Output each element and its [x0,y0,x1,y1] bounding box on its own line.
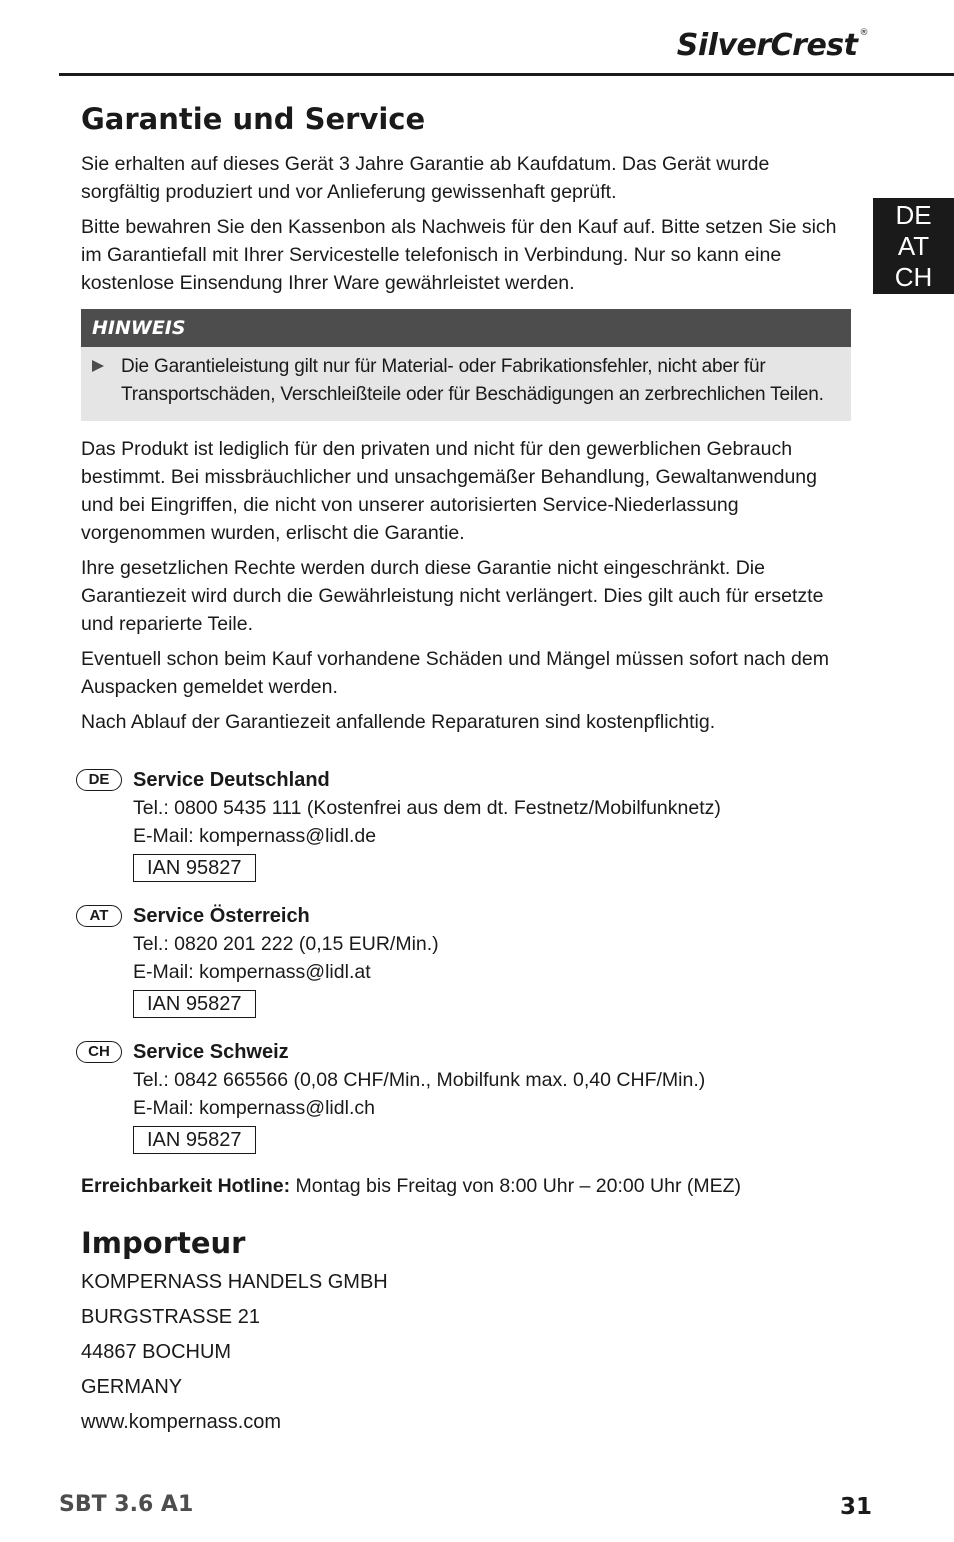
brand-logo [677,28,868,63]
paragraph: Das Produkt ist lediglich für den privaten und nicht für den gewerblichen Gebrauch bestimmt. Bei missbräuchlicher und unsachgemäßer Behandlung, Gewaltanwendung und bei Eingriffen, die nicht von unserer autorisierten Service-Niederlassung vorgenommen wurden, erlischt die Garantie. [81,438,817,544]
arrow-right-icon [92,360,104,372]
importeur-line: BURGSTRASSE 21 [81,1306,260,1328]
page-number: 31 [840,1494,873,1520]
hinweis-text: Die Garantieleistung gilt nur für Material- oder Fabrikationsfehler, nicht aber für Transportschäden, Verschleißteile oder für Beschädigungen an zerbrechlichen Teilen. [121,356,824,405]
service-title: Service Schweiz [133,1041,289,1063]
ian-box: IAN 95827 [133,854,256,882]
importeur-line: GERMANY [81,1376,183,1398]
service-email: E-Mail: kompernass@lidl.de [133,825,377,847]
country-badge: CH [76,1041,122,1063]
hinweis-heading: HINWEIS [81,309,851,347]
country-badge: AT [76,905,122,927]
footer-model: SBT 3.6 A1 [59,1492,194,1517]
importeur-website-link[interactable]: www.kompernass.com [81,1411,282,1433]
paragraph: Bitte bewahren Sie den Kassenbon als Nachweis für den Kauf auf. Bitte setzen Sie sich im Garantiefall mit Ihrer Servicestelle telefonisch in Verbindung. Nur so kann eine kostenlose Einsendung Ihrer Ware gewährleistet werden. [81,216,837,294]
service-tel: Tel.: 0820 201 222 (0,15 EUR/Min.) [133,933,439,955]
paragraph: Sie erhalten auf dieses Gerät 3 Jahre Garantie ab Kaufdatum. Das Gerät wurde sorgfältig produziert und vor Anlieferung gewissenhaft geprüft. [81,153,770,203]
country-badge: DE [76,769,122,791]
section-title-importeur: Importeur [81,1226,246,1260]
brand-name: SilverCrest [676,28,858,63]
service-tel: Tel.: 0800 5435 111 (Kostenfrei aus dem dt. Festnetz/Mobilfunknetz) [133,797,721,819]
service-email: E-Mail: kompernass@lidl.ch [133,1097,375,1119]
lang-de: DE [895,200,932,230]
service-email: E-Mail: kompernass@lidl.at [133,961,371,983]
hinweis-body [81,347,851,421]
hotline-text: Montag bis Freitag von 8:00 Uhr – 20:00 Uhr (MEZ) [290,1175,742,1197]
hotline-info [81,1172,851,1200]
service-block-de [81,766,851,882]
section-title-garantie: Garantie und Service [81,102,426,136]
service-block-ch [81,1038,851,1154]
service-block-at [81,902,851,1018]
service-tel: Tel.: 0842 665566 (0,08 CHF/Min., Mobilfunk max. 0,40 CHF/Min.) [133,1069,706,1091]
paragraph: Nach Ablauf der Garantiezeit anfallende Reparaturen sind kostenpflichtig. [81,711,716,733]
ian-box: IAN 95827 [133,990,256,1018]
registered-mark: ® [859,28,868,38]
hotline-label: Erreichbarkeit Hotline: [81,1175,291,1197]
header-divider [59,73,954,76]
importeur-line: 44867 BOCHUM [81,1341,232,1363]
importeur-line: KOMPERNASS HANDELS GMBH [81,1271,388,1293]
hinweis-box [81,309,851,421]
lang-ch: CH [894,262,933,292]
language-tab [873,198,954,294]
service-title: Service Österreich [133,905,310,927]
paragraph: Ihre gesetzlichen Rechte werden durch diese Garantie nicht eingeschränkt. Die Garantiezeit wird durch die Gewährleistung nicht verlängert. Dies gilt auch für ersetzte und reparierte Teile. [81,557,824,635]
lang-at: AT [897,231,930,261]
service-title: Service Deutschland [133,769,330,791]
paragraph: Eventuell schon beim Kauf vorhandene Schäden und Mängel müssen sofort nach dem Auspacken gemeldet werden. [81,648,829,698]
ian-box: IAN 95827 [133,1126,256,1154]
page-content [81,100,851,1436]
